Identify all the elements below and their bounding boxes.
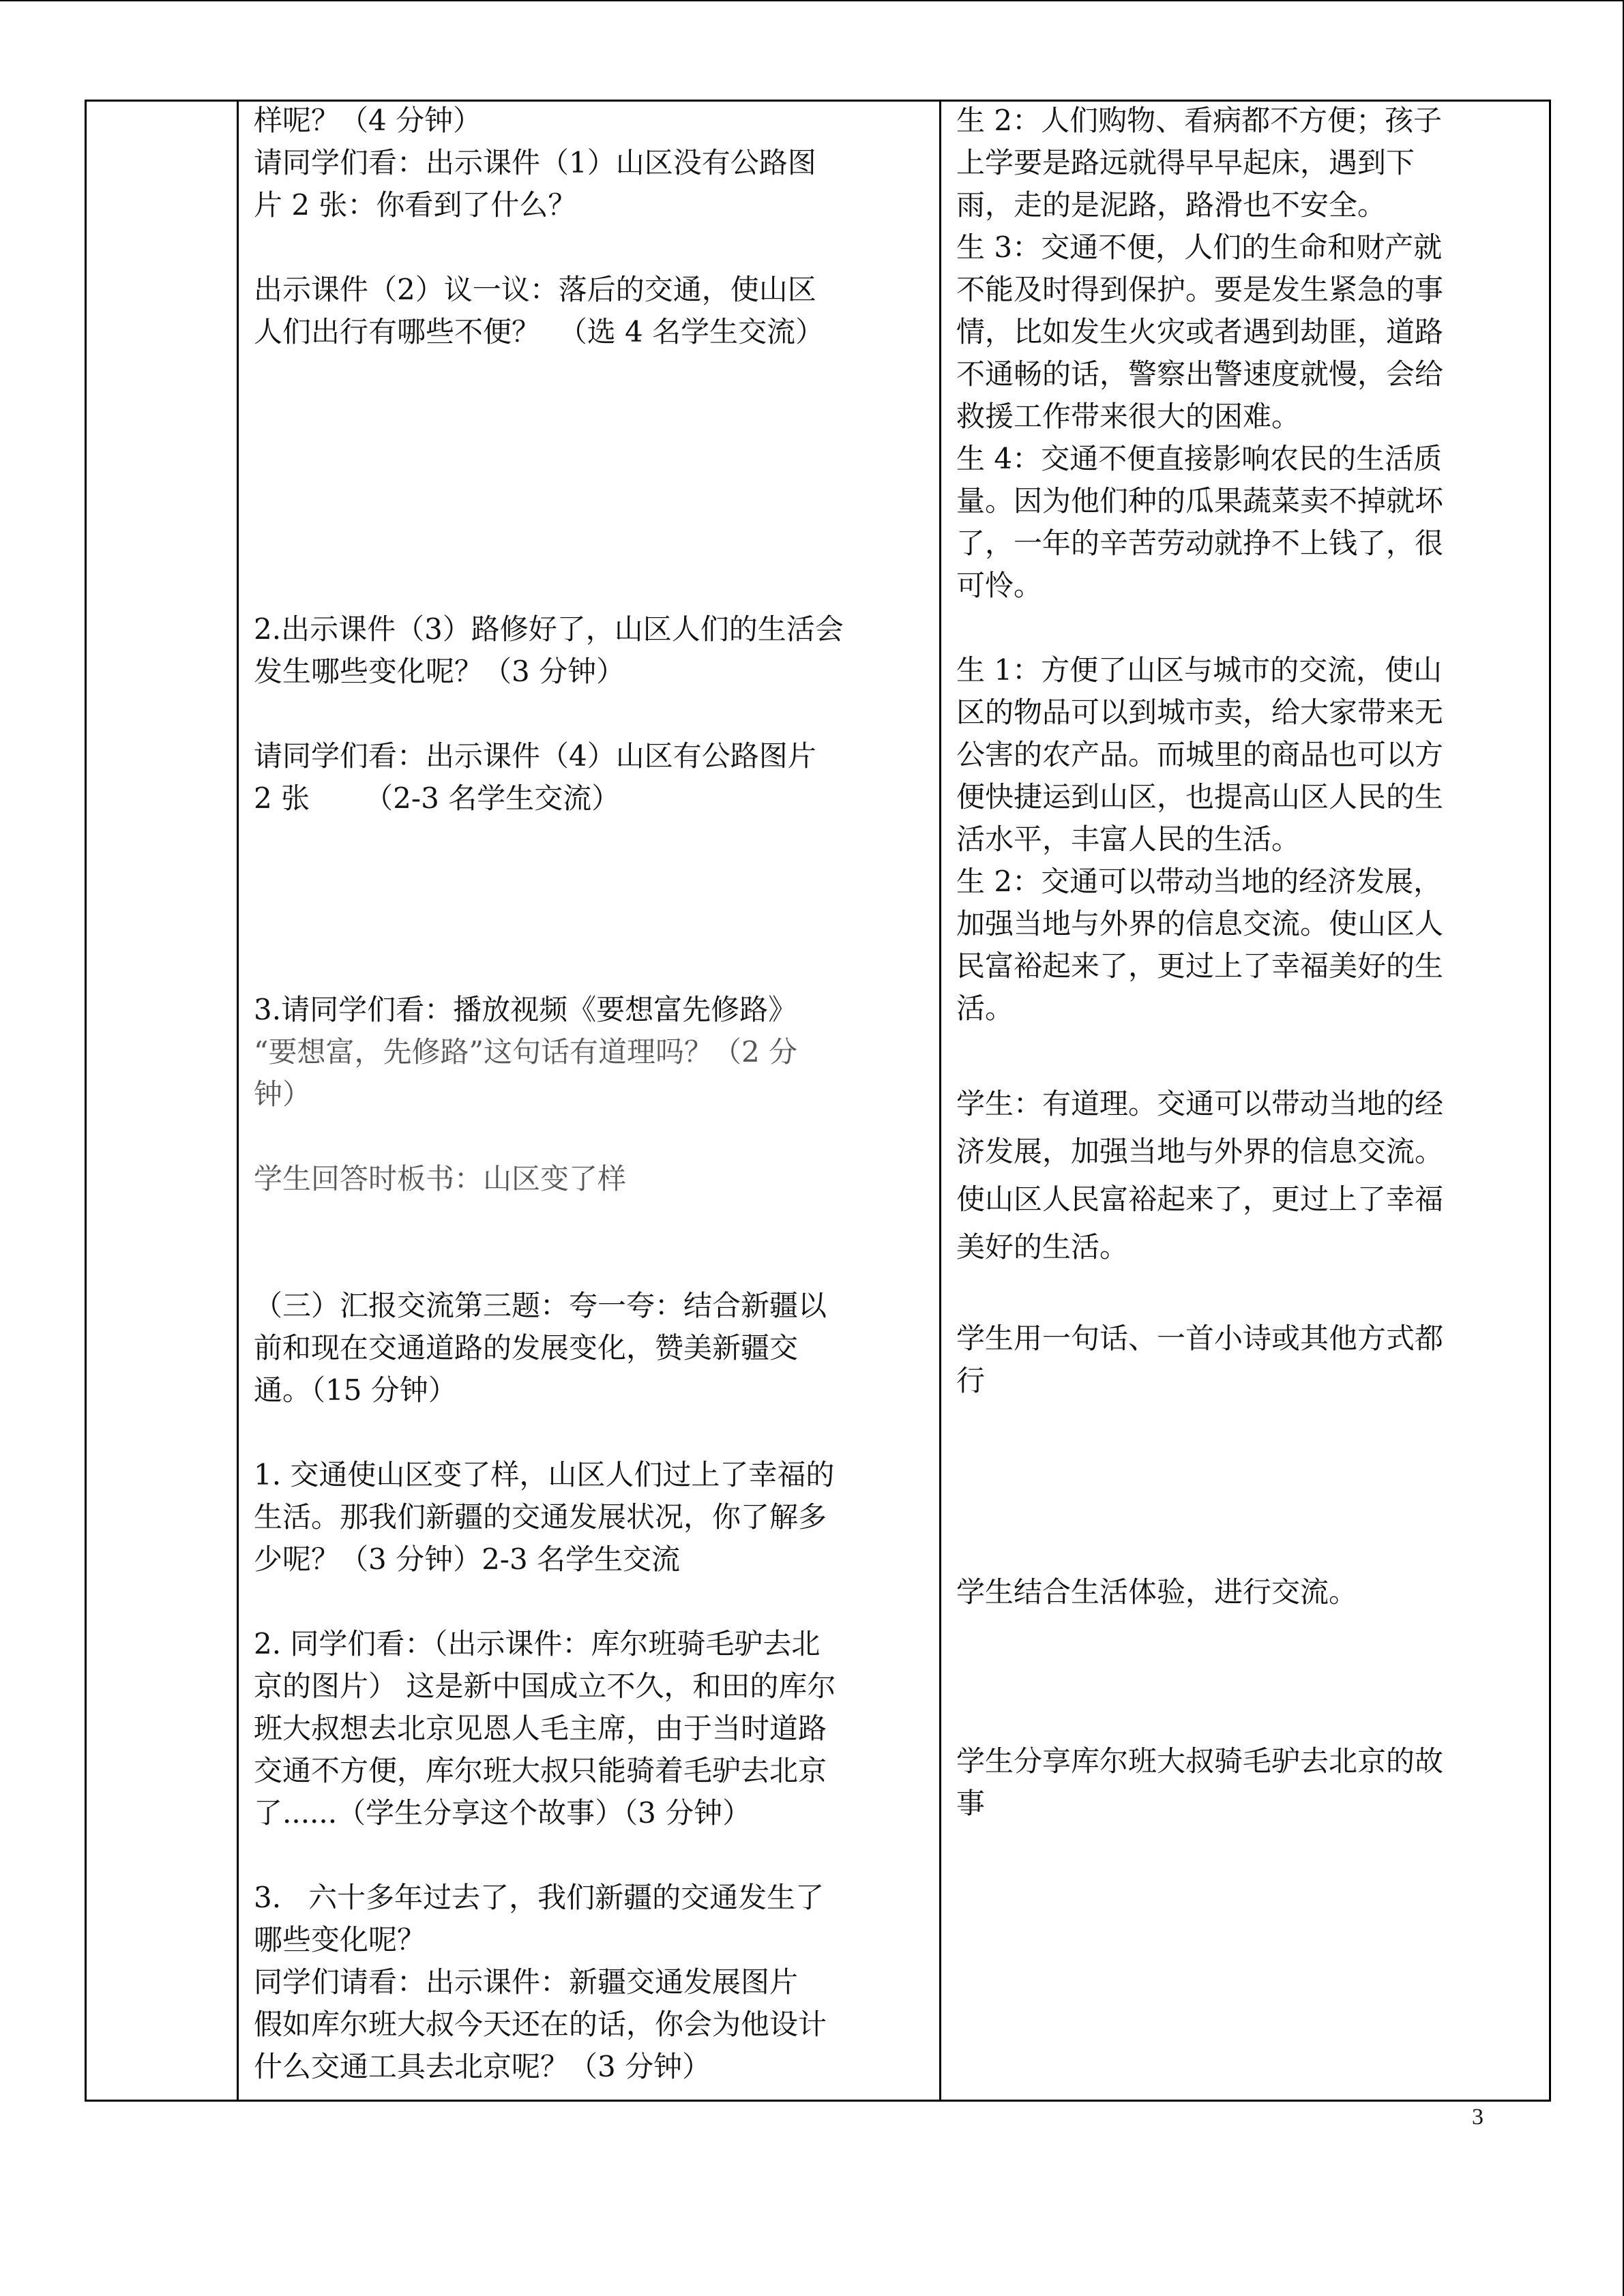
lesson-plan-table [85, 100, 1551, 2102]
student-line: 量。因为他们种的瓜果蔬菜卖不掉就坏 [956, 484, 1444, 518]
student-line: 公害的农产品。而城里的商品也可以方 [956, 738, 1444, 771]
teacher-line: 出示课件（2）议一议：落后的交通，使山区 [254, 273, 816, 306]
page-top-border [0, 0, 1624, 1]
student-line: 生 3：交通不便，人们的生命和财产就 [956, 230, 1443, 264]
teacher-line: 2 张 （2-3 名学生交流） [254, 781, 621, 815]
teacher-line: 片 2 张：你看到了什么？ [254, 188, 577, 222]
teacher-activity-cell [239, 102, 939, 2100]
student-line: 学生分享库尔班大叔骑毛驴去北京的故 [956, 1744, 1444, 1778]
teacher-line: 京的图片） 这是新中国成立不久，和田的库尔 [254, 1669, 836, 1703]
teacher-line: 通。（15 分钟） [254, 1373, 457, 1407]
student-line: 活。 [956, 992, 1014, 1025]
teacher-line: 生活。那我们新疆的交通发展状况，你了解多 [254, 1500, 827, 1534]
teacher-line: 人们出行有哪些不便？ （选 4 名学生交流） [254, 315, 825, 348]
student-line: 生 1：方便了山区与城市的交流，使山 [956, 653, 1443, 687]
student-line: 上学要是路远就得早早起床，遇到下 [956, 146, 1415, 179]
student-line: 生 2：人们购物、看病都不方便；孩子 [956, 104, 1443, 137]
blank-left-column [86, 101, 238, 2101]
student-line: 行 [956, 1364, 986, 1397]
teacher-line: 3. 六十多年过去了，我们新疆的交通发生了 [254, 1881, 825, 1914]
table-row [86, 101, 1550, 2101]
teacher-line: “要想富，先修路”这句话有道理吗？（2 分 [254, 1035, 798, 1069]
teacher-line: 班大叔想去北京见恩人毛主席，由于当时道路 [254, 1712, 827, 1745]
student-line: 生 4：交通不便直接影响农民的生活质 [956, 442, 1443, 475]
page-number: 3 [1472, 2104, 1483, 2130]
student-activity-cell [941, 102, 1549, 2100]
student-line: 美好的生活。 [956, 1230, 1129, 1264]
student-line: 便快捷运到山区，也提高山区人民的生 [956, 780, 1444, 814]
student-activity-column [941, 101, 1550, 2101]
teacher-line: 哪些变化呢？ [254, 1923, 426, 1956]
teacher-line: 同学们请看：出示课件：新疆交通发展图片 [254, 1965, 799, 1999]
teacher-line: 什么交通工具去北京呢？（3 分钟） [254, 2050, 711, 2083]
teacher-line: 假如库尔班大叔今天还在的话，你会为他设计 [254, 2008, 827, 2041]
student-line: 雨，走的是泥路，路滑也不安全。 [956, 188, 1387, 222]
teacher-line: 少呢？（3 分钟）2-3 名学生交流 [254, 1542, 681, 1576]
teacher-line: 学生回答时板书：山区变了样 [254, 1162, 627, 1195]
student-line: 事 [956, 1787, 986, 1820]
teacher-line: 请同学们看：出示课件（1）山区没有公路图 [254, 146, 816, 179]
teacher-line: 了......（学生分享这个故事）（3 分钟） [254, 1796, 752, 1830]
student-line: 使山区人民富裕起来了，更过上了幸福 [956, 1182, 1444, 1216]
student-line: 救援工作带来很大的困难。 [956, 400, 1301, 433]
student-line: 学生用一句话、一首小诗或其他方式都 [956, 1322, 1444, 1355]
teacher-line: 钟） [254, 1077, 312, 1111]
teacher-line: 请同学们看：出示课件（4）山区有公路图片 [254, 739, 816, 773]
student-line: 民富裕起来了，更过上了幸福美好的生 [956, 949, 1444, 983]
student-line: 了，一年的辛苦劳动就挣不上钱了，很 [956, 526, 1444, 560]
teacher-line: 样呢？（4 分钟） [254, 104, 482, 137]
teacher-line: 前和现在交通道路的发展变化，赞美新疆交 [254, 1331, 799, 1365]
teacher-line: 2. 同学们看：（出示课件：库尔班骑毛驴去北 [254, 1627, 821, 1660]
student-line: 生 2：交通可以带动当地的经济发展， [956, 865, 1443, 898]
teacher-line: 1. 交通使山区变了样，山区人们过上了幸福的 [254, 1458, 835, 1491]
student-line: 活水平，丰富人民的生活。 [956, 822, 1301, 856]
student-line: 学生结合生活体验，进行交流。 [956, 1575, 1358, 1609]
student-line: 学生：有道理。交通可以带动当地的经 [956, 1087, 1444, 1120]
student-line: 情，比如发生火灾或者遇到劫匪，道路 [956, 315, 1444, 348]
student-line: 不能及时得到保护。要是发生紧急的事 [956, 273, 1444, 306]
student-line: 区的物品可以到城市卖，给大家带来无 [956, 696, 1444, 729]
teacher-activity-column [238, 101, 941, 2101]
student-line: 加强当地与外界的信息交流。使山区人 [956, 907, 1444, 940]
student-line: 可怜。 [956, 569, 1043, 602]
student-line: 济发展，加强当地与外界的信息交流。 [956, 1135, 1444, 1168]
teacher-line: 发生哪些变化呢？（3 分钟） [254, 655, 625, 688]
teacher-line: 3.请同学们看：播放视频《要想富先修路》 [254, 993, 797, 1026]
teacher-line: （三）汇报交流第三题：夸一夸：结合新疆以 [254, 1289, 827, 1322]
teacher-line: 交通不方便，库尔班大叔只能骑着毛驴去北京 [254, 1754, 827, 1787]
teacher-line: 2.出示课件（3）路修好了，山区人们的生活会 [254, 612, 844, 646]
student-line: 不通畅的话，警察出警速度就慢，会给 [956, 357, 1444, 391]
